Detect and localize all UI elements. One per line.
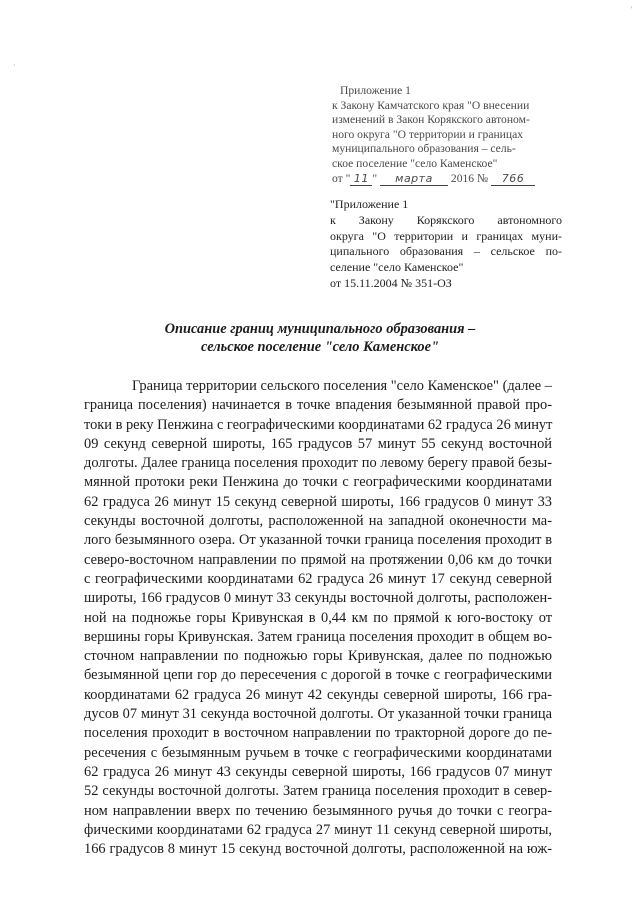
year-prefix: 2016 № (450, 171, 489, 185)
body-line: 52 секунды восточной долготы. Затем граница поселения проходит в север- (84, 783, 552, 800)
body-line: Граница территории сельского поселения "село Каменское" (далее – (132, 378, 552, 394)
prior-line: округа "О территории и границах муни- (330, 228, 562, 243)
appendix-line: к Закону Камчатского края "О внесении (332, 98, 530, 112)
title-line-1: Описание границ муниципального образования – (164, 321, 476, 337)
original-law-appendix-header (330, 197, 562, 292)
handwritten-month: марта (380, 173, 448, 186)
body-line: безымянной цепи гор до пересечения с дорогой в точке с географическими (84, 667, 552, 684)
handwritten-number: 766 (491, 173, 535, 186)
date-prefix: от " (332, 171, 351, 185)
body-line: лого безымянного озера. От указанной точки граница поселения проходит в (84, 532, 552, 549)
body-line: ном направлении вверх по течению безымянного ручья до точки с геогра- (84, 802, 552, 819)
body-line: 62 градуса 26 минут 43 секунды северной широты, 166 градусов 07 минут (84, 763, 552, 780)
appendix-line: муниципального образования – сель- (332, 142, 516, 156)
scan-mark: · (13, 61, 16, 70)
body-line: граница поселения) начинается в точке впадения безымянной правой про- (84, 397, 552, 414)
prior-line: ципального образования – сельское по- (330, 244, 562, 259)
handwritten-day: 11 (350, 173, 372, 186)
boundary-description-text (84, 377, 552, 859)
body-line: северо-восточном направлении по прямой на протяжении 0,06 км до точки (84, 551, 552, 568)
appendix-line: Приложение 1 (340, 84, 411, 97)
prior-line: к Закону Корякского автономного (330, 212, 562, 227)
body-line: координатами 62 градуса 26 минут 42 секунды северной широты, 166 гра- (84, 686, 552, 703)
scan-mark: ' (631, 5, 633, 14)
body-line: вершины горы Кривунская. Затем граница поселения проходит в общем во- (84, 628, 552, 645)
body-line: токи в реку Пенжина с географическими координатами 62 градуса 26 минут (84, 416, 553, 433)
appendix-line: ское поселение "село Каменское" (332, 156, 498, 170)
body-line: секунды восточной долготы, расположенной на западной оконечности ма- (84, 513, 552, 530)
prior-line: от 15.11.2004 № 351-ОЗ (330, 275, 452, 290)
body-line: ресечения с безымянным ручьем в точке с географическими координатами (84, 744, 552, 761)
date-mid: " (372, 171, 378, 185)
body-line: с географическими координатами 62 градуса 26 минут 17 секунд северной (84, 570, 552, 587)
body-line: 62 градуса 26 минут 15 секунд северной широты, 166 градусов 0 минут 33 (84, 493, 552, 510)
body-line: 09 секунд северной широты, 165 градусов 57 минут 55 секунд восточной (84, 435, 552, 452)
body-line: сточном направлении по подножью горы Кривунская, далее по подножью (84, 648, 552, 665)
title-line-2: сельское поселение "село Каменское" (201, 339, 439, 355)
prior-line: селение "село Каменское" (330, 260, 464, 275)
body-line: 166 градусов 8 минут 15 секунд восточной долготы, расположенной на юж- (84, 841, 552, 858)
body-line: дусов 07 минут 31 секунда восточной долготы. От указанной точки граница (84, 706, 552, 723)
prior-line: "Приложение 1 (330, 197, 409, 211)
body-line: поселения проходит в восточном направлении по тракторной дороге до пе- (84, 725, 552, 742)
amending-law-appendix-header (332, 84, 564, 186)
appendix-line: ного округа "О территории и границах (332, 127, 524, 141)
body-line: ной на подножье горы Кривунская в 0,44 км по прямой к юго-востоку от (84, 609, 552, 626)
body-line: фическими координатами 62 градуса 27 минут 11 секунд северной широты, (84, 821, 552, 838)
body-line: широты, 166 градусов 0 минут 33 секунды восточной долготы, расположен- (84, 590, 552, 607)
body-line: долготы. Далее граница поселения проходит по левому берегу правой безы- (84, 455, 552, 472)
document-title (100, 320, 540, 356)
appendix-date-line (332, 172, 564, 187)
appendix-line: изменений в Закон Корякского автоном- (332, 113, 530, 127)
body-line: мянной протоки реки Пенжина до точки с географическими координатами (84, 474, 552, 491)
